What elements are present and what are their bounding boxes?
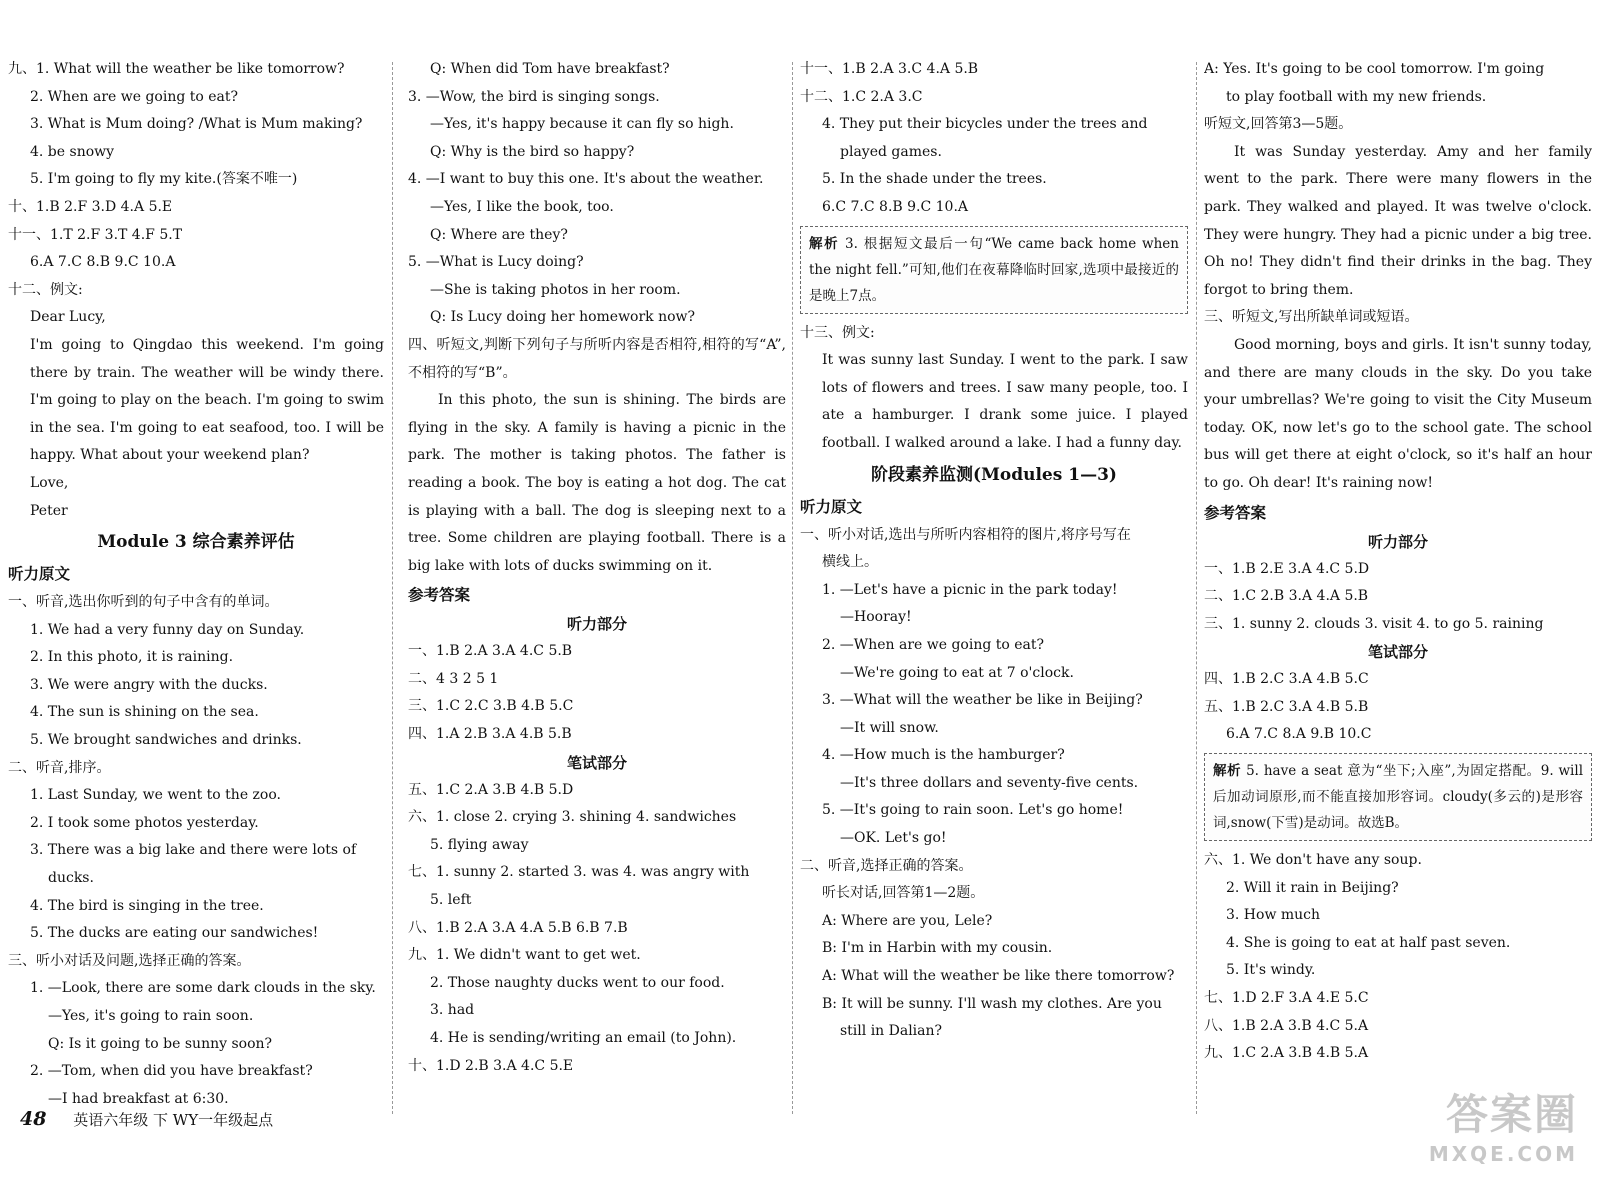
listening-passage-1: It was Sunday yesterday. Amy and her family went to the park. There were many flowers in the park. They walked and played. It was twelve o'clock. They were hungry. They had a picnic under a big tree. Oh no! They didn't find their drinks in the bag. They forgot to bring them.: [1204, 143, 1592, 298]
text-line: Q: When did Tom have breakfast?: [430, 61, 670, 77]
line-group: [8, 865, 384, 893]
text-line: 六、1. We don't have any soup.: [1204, 852, 1422, 869]
text-line: —It's three dollars and seventy-five cents.: [840, 774, 1139, 791]
text-line: Dear Lucy,: [30, 309, 106, 326]
text-line: A: What will the weather be like there tomorrow?: [822, 968, 1175, 985]
text-line: 2. I took some photos yesterday.: [30, 814, 259, 831]
line-group: [800, 632, 1188, 660]
line-group: [8, 1003, 384, 1058]
column-2: [408, 56, 786, 1080]
line-group: [8, 56, 384, 84]
line-group: [1204, 304, 1592, 332]
line-group: [800, 742, 1188, 770]
text-line: Love,: [30, 474, 69, 491]
module-3-title: Module 3 综合素养评估: [97, 532, 295, 553]
line-group: [1204, 985, 1592, 1068]
text-line: 三、听短文,写出所缺单词或短语。: [1204, 309, 1419, 326]
line-group: [800, 139, 1188, 167]
line-group: [800, 604, 1188, 632]
text-line: —We're going to eat at 7 o'clock.: [840, 664, 1074, 681]
text-line: 四、1.B 2.C 3.A 4.B 5.C: [1204, 671, 1369, 688]
listening-script-title: 听力原文: [800, 496, 863, 516]
text-line: 4. —I want to buy this one. It's about the weather.: [408, 171, 764, 188]
text-line: 5. We brought sandwiches and drinks.: [30, 732, 302, 749]
text-line: 十二、例文:: [8, 281, 83, 298]
line-group: [800, 660, 1188, 688]
text-line: 4. —How much is the hamburger?: [822, 747, 1065, 764]
text-line: 九、1.C 2.A 3.B 4.B 5.A: [1204, 1045, 1369, 1062]
text-line: 4. She is going to eat at half past seven.: [1226, 934, 1511, 951]
line-group: [8, 893, 384, 948]
text-line: 一、听小对话,选出与所听内容相符的图片,将序号写在: [800, 526, 1131, 543]
text-line: —Yes, I like the book, too.: [430, 198, 614, 215]
section-4-instruction: 四、听短文,判断下列句子与所听内容是否相符,相符的写“A”,不相符的写“B”。: [408, 336, 786, 381]
line-group: [800, 320, 1188, 348]
text-line: 六、1. close 2. crying 3. shining 4. sandwiches: [408, 809, 737, 826]
line-group: [1204, 666, 1592, 721]
text-line: 五、1.B 2.C 3.A 4.B 5.B: [1204, 698, 1369, 715]
line-group: [800, 111, 1188, 139]
line-group: [800, 770, 1188, 798]
listening-passage-2: Good morning, boys and girls. It isn't sunny today, and there are many clouds in the sky. Do you take your umbrellas? We're going to visit the City Museum today. OK, now let's go to the school gate. The school bus will get there at eight o'clock, so it's half an hour to go. Oh dear! It's raining now!: [1204, 336, 1592, 491]
line-group: [800, 687, 1188, 715]
text-line: 三、1. sunny 2. clouds 3. visit 4. to go 5. raining: [1204, 615, 1544, 632]
analysis-tag: 解析: [1213, 763, 1242, 780]
text-line: 3. What is Mum doing? /What is Mum making?: [30, 116, 363, 133]
text-line: Q: Is Lucy doing her homework now?: [430, 309, 696, 326]
text-line: 4. He is sending/writing an email (to John).: [430, 1030, 737, 1046]
text-line: 6.A 7.C 8.A 9.B 10.C: [1226, 726, 1372, 743]
line-group: [1204, 84, 1592, 112]
text-line: 5. left: [430, 892, 472, 909]
line-group: [800, 56, 1188, 111]
listening-script-title: 听力原文: [8, 564, 71, 584]
line-group: [800, 166, 1188, 221]
text-line: 3. had: [430, 1002, 475, 1019]
text-line: 4. The bird is singing in the tree.: [30, 897, 264, 914]
line-group: [8, 84, 384, 194]
line-group: [408, 832, 786, 860]
line-group: [8, 470, 384, 525]
text-line: 6.A 7.C 8.B 9.C 10.A: [30, 254, 176, 271]
listening-passage: In this photo, the sun is shining. The birds are flying in the sky. A family is having a picnic in the park. The mother is taking photos. The father is reading a book. The boy is eating a hot dog. The cat is playing with a ball. The dog is sleeping next to a tree. Some children are playing football. There is a big lake with lots of ducks swimming on it.: [408, 392, 786, 574]
text-line: ducks.: [48, 870, 94, 887]
text-line: B: It will be sunny. I'll wash my clothes. Are you: [822, 995, 1162, 1012]
line-group: [8, 1058, 384, 1086]
line-group: [800, 577, 1188, 605]
line-group: [8, 755, 384, 783]
line-group: [8, 194, 384, 249]
text-line: 十一、1.B 2.A 3.C 4.A 5.B: [800, 61, 979, 77]
text-line: 十、1.D 2.B 3.A 4.C 5.E: [408, 1057, 574, 1074]
text-line: 七、1.D 2.F 3.A 4.E 5.C: [1204, 990, 1369, 1007]
text-line: B: I'm in Harbin with my cousin.: [822, 940, 1053, 957]
line-group: [800, 825, 1188, 853]
text-line: still in Dalian?: [840, 1023, 943, 1040]
line-group: [8, 948, 384, 976]
analysis-text: 5. have a seat 意为“坐下;入座”,为固定搭配。9. will 后加动词原形,而不能直接加形容词。cloudy(多云的)是形容词,snow(下雪)是动词。故选B。: [1213, 763, 1584, 832]
text-line: 十、1.B 2.F 3.D 4.A 5.E: [8, 198, 173, 215]
text-line: 1. We had a very funny day on Sunday.: [30, 621, 305, 638]
line-group: [800, 1018, 1188, 1046]
written-part-title: 笔试部分: [1367, 643, 1428, 662]
text-line: 5. —It's going to rain soon. Let's go home!: [822, 802, 1124, 819]
book-info: 英语六年级 下 WY一年级起点: [73, 1111, 274, 1129]
line-group: [408, 277, 786, 332]
listening-part-title: 听力部分: [566, 615, 627, 634]
line-group: [408, 859, 786, 887]
text-line: 3. —Wow, the bird is singing songs.: [408, 88, 660, 105]
text-line: 5. It's windy.: [1226, 962, 1316, 979]
analysis-text: 3. 根据短文最后一句“We came back home when the night fell.”可知,他们在夜幕降临时回家,选项中最接近的是晚上7点。: [809, 235, 1179, 304]
text-line: 三、1.C 2.C 3.B 4.B 5.C: [408, 698, 574, 715]
text-line: 一、1.B 2.A 3.A 4.C 5.B: [408, 643, 573, 660]
text-line: 十三、例文:: [800, 324, 875, 341]
watermark-text: 答案圈: [1445, 1090, 1578, 1139]
text-line: 2. Will it rain in Beijing?: [1226, 879, 1399, 896]
listening-part-title: 听力部分: [1367, 532, 1428, 551]
column-4: [1204, 56, 1592, 1068]
text-line: —She is taking photos in her room.: [430, 281, 681, 298]
line-group: [1204, 847, 1592, 875]
text-line: 2. —Tom, when did you have breakfast?: [30, 1063, 313, 1080]
text-line: 五、1.C 2.A 3.B 4.B 5.D: [408, 781, 574, 798]
text-line: A: Yes. It's going to be cool tomorrow. I'm going: [1204, 61, 1545, 77]
text-line: 七、1. sunny 2. started 3. was 4. was angry with: [408, 864, 750, 881]
text-line: —I had breakfast at 6:30.: [48, 1090, 229, 1107]
text-line: 听短文,回答第3—5题。: [1204, 116, 1353, 133]
line-group: [1204, 875, 1592, 985]
text-line: —It will snow.: [840, 719, 939, 736]
text-line: 1. —Let's have a picnic in the park today!: [822, 581, 1118, 598]
text-line: 二、1.C 2.B 3.A 4.A 5.B: [1204, 588, 1369, 605]
text-line: —Hooray!: [840, 609, 912, 626]
text-line: 三、听小对话及问题,选择正确的答案。: [8, 952, 251, 969]
page-footer: [20, 1108, 273, 1130]
text-line: 横线上。: [822, 554, 878, 571]
line-group: [408, 111, 786, 166]
column-divider: [792, 62, 793, 1114]
line-group: [408, 777, 786, 832]
text-line: A: Where are you, Lele?: [822, 912, 993, 929]
line-group: [8, 277, 384, 305]
text-line: 十二、1.C 2.A 3.C: [800, 88, 923, 105]
column-1: [8, 56, 384, 1113]
line-group: [408, 915, 786, 970]
line-group: [408, 166, 786, 194]
text-line: 八、1.B 2.A 3.B 4.C 5.A: [1204, 1017, 1369, 1034]
analysis-note: [1204, 753, 1592, 841]
line-group: [800, 549, 1188, 577]
text-line: 5. The ducks are eating our sandwiches!: [30, 925, 319, 942]
line-group: [8, 617, 384, 755]
text-line: 2. Those naughty ducks went to our food.: [430, 974, 725, 991]
line-group: [800, 853, 1188, 881]
text-line: Q: Is it going to be sunny soon?: [48, 1035, 273, 1052]
text-line: 5. In the shade under the trees.: [822, 171, 1047, 188]
text-line: 6.C 7.C 8.B 9.C 10.A: [822, 198, 969, 215]
page-number: 48: [20, 1108, 47, 1130]
text-line: 二、听音,排序。: [8, 759, 111, 776]
watermark-logo: [1429, 1082, 1578, 1166]
line-group: [8, 249, 384, 277]
text-line: 5. flying away: [430, 836, 529, 853]
text-line: 3. There was a big lake and there were lots of: [30, 842, 357, 859]
text-line: played games.: [840, 143, 942, 160]
line-group: [8, 782, 384, 865]
line-group: [408, 56, 786, 84]
text-line: 八、1.B 2.A 3.A 4.A 5.B 6.B 7.B: [408, 919, 628, 936]
column-divider: [1196, 62, 1197, 1114]
text-line: Peter: [30, 502, 68, 519]
line-group: [800, 522, 1188, 550]
text-line: 2. —When are we going to eat?: [822, 636, 1045, 653]
text-line: 3. We were angry with the ducks.: [30, 676, 268, 693]
line-group: [800, 797, 1188, 825]
stage-monitor-title: 阶段素养监测(Modules 1—3): [871, 464, 1117, 485]
text-line: —Yes, it's going to rain soon.: [48, 1008, 254, 1024]
text-line: 1. —Look, there are some dark clouds in the sky.: [30, 980, 376, 997]
text-line: —OK. Let's go!: [840, 830, 947, 847]
line-group: [8, 975, 384, 1003]
text-line: 四、1.A 2.B 3.A 4.B 5.B: [408, 726, 572, 743]
text-line: 1. Last Sunday, we went to the zoo.: [30, 787, 281, 804]
text-line: Q: Why is the bird so happy?: [430, 143, 635, 160]
text-line: 4. They put their bicycles under the trees and: [822, 116, 1148, 133]
line-group: [800, 880, 1188, 1018]
line-group: [408, 84, 786, 112]
example-letter: I'm going to Qingdao this weekend. I'm going there by train. The weather will be windy there. I'm going to play on the beach. I'm going to swim in the sea. I'm going to eat seafood, too. I will be happy. What about your weekend plan?: [30, 336, 384, 464]
text-line: to play football with my new friends.: [1226, 88, 1487, 105]
line-group: [8, 304, 384, 332]
text-line: 2. In this photo, it is raining.: [30, 649, 234, 666]
text-line: 九、1. We didn't want to get wet.: [408, 947, 641, 964]
column-divider: [392, 62, 393, 1114]
text-line: 一、1.B 2.E 3.A 4.C 5.D: [1204, 560, 1370, 577]
line-group: [408, 249, 786, 277]
text-line: 4. be snowy: [30, 143, 115, 160]
text-line: 二、听音,选择正确的答案。: [800, 857, 973, 874]
text-line: 九、1. What will the weather be like tomorrow?: [8, 61, 345, 77]
text-line: 2. When are we going to eat?: [30, 88, 239, 105]
line-group: [408, 887, 786, 915]
text-line: 3. —What will the weather be like in Beijing?: [822, 692, 1143, 709]
line-group: [408, 638, 786, 748]
text-line: 二、4 3 2 5 1: [408, 670, 499, 687]
line-group: [1204, 721, 1592, 749]
line-group: [408, 1053, 786, 1081]
text-line: 4. The sun is shining on the sea.: [30, 704, 259, 721]
example-essay: It was sunny last Sunday. I went to the park. I saw lots of flowers and trees. I saw many people, too. I ate a hamburger. I drank some juice. I played football. I walked around a lake. I had a funny day.: [822, 352, 1188, 451]
watermark-url: MXQE.COM: [1428, 1142, 1578, 1166]
line-group: [8, 589, 384, 617]
text-line: 一、听音,选出你听到的句子中含有的单词。: [8, 594, 279, 611]
answer-key-title: 参考答案: [408, 585, 471, 605]
text-line: 3. How much: [1226, 907, 1321, 924]
text-line: —Yes, it's happy because it can fly so high.: [430, 116, 734, 133]
line-group: [1204, 56, 1592, 84]
text-line: 十一、1.T 2.F 3.T 4.F 5.T: [8, 226, 183, 243]
text-line: 5. —What is Lucy doing?: [408, 254, 584, 271]
line-group: [408, 194, 786, 249]
analysis-tag: 解析: [809, 235, 840, 252]
written-part-title: 笔试部分: [566, 753, 627, 772]
line-group: [1204, 111, 1592, 139]
line-group: [1204, 556, 1592, 639]
text-line: Q: Where are they?: [430, 226, 568, 243]
answer-key-title: 参考答案: [1204, 502, 1267, 522]
text-line: 听长对话,回答第1—2题。: [822, 885, 985, 902]
column-3: [800, 56, 1188, 1046]
line-group: [800, 715, 1188, 743]
analysis-note: [800, 226, 1188, 314]
line-group: [408, 970, 786, 1053]
text-line: 5. I'm going to fly my kite.(答案不唯一): [30, 171, 298, 188]
